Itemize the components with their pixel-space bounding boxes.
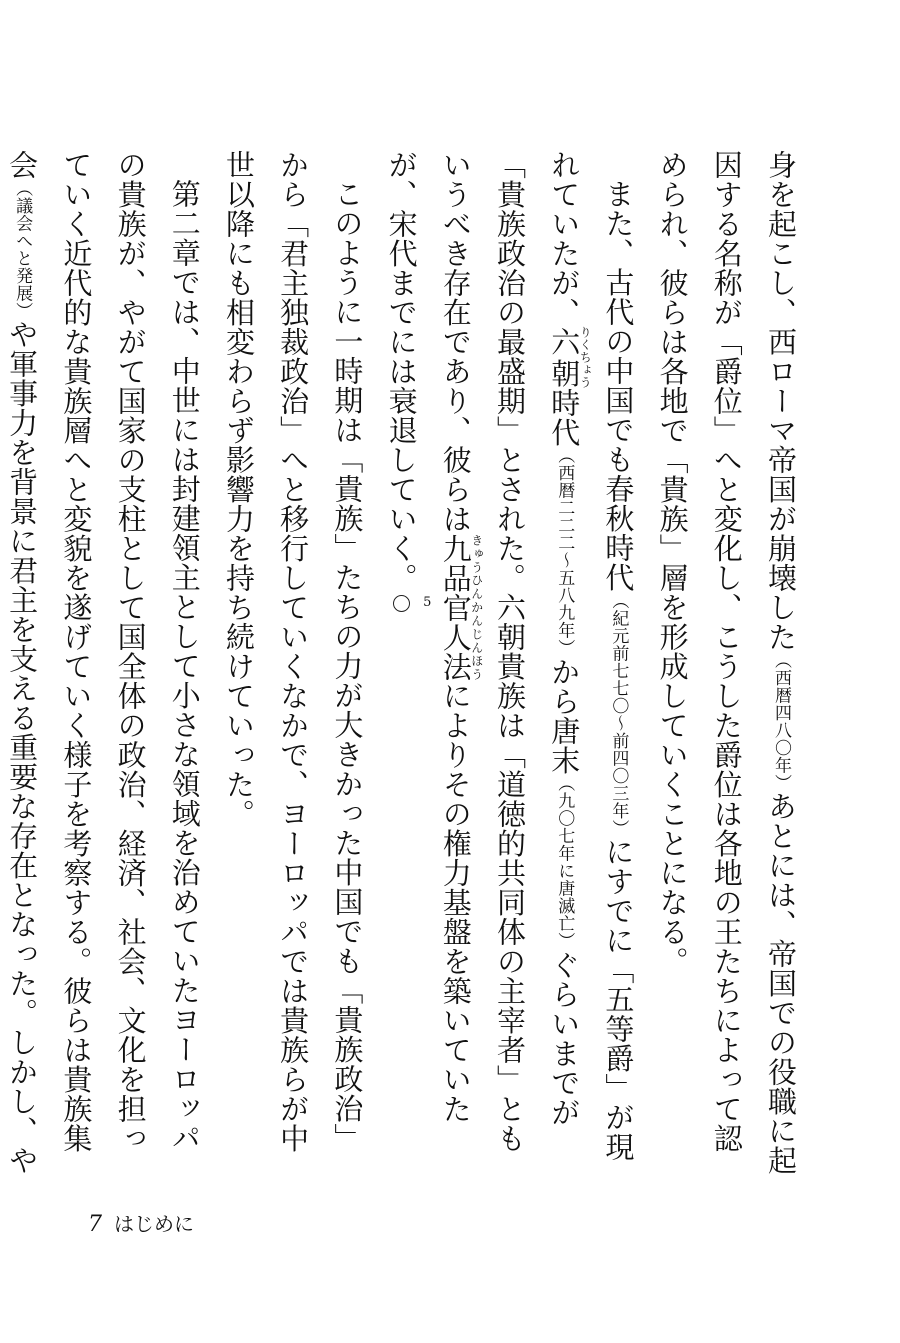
- parenthetical-note: （議会へと発展）: [12, 179, 33, 320]
- body-text: [5, 150, 808, 1175]
- page-footer: [88, 1208, 194, 1237]
- text-run: ぐらいまでが「貴族政治の最盛期」とされた。六朝貴族は「道徳的共同体の主宰者」ともいうべき存在であり、彼らは: [438, 150, 582, 1153]
- text-run: また、古代の中国でも春秋時代: [601, 179, 636, 592]
- paragraph: [0, 150, 212, 1175]
- paragraph: [645, 150, 808, 1175]
- text-run: から唐末: [547, 656, 582, 775]
- text-run: や軍事力を背景に君主を支える重要な存在となった。しかし、や: [5, 319, 40, 1175]
- ruby-reading: きゅうひんかんじんほう: [469, 533, 484, 681]
- ruby-base: 六朝: [547, 326, 582, 389]
- page-number: 7: [88, 1212, 102, 1237]
- ruby-term: [438, 533, 484, 682]
- footnote-marker: 5: [393, 595, 410, 612]
- ruby-base: 九品官人法: [438, 533, 473, 681]
- paragraph: [374, 150, 645, 1175]
- text-run: によりその権力基盤を築いていたが、宋代までには衰退していく。: [384, 150, 473, 1124]
- text-run: 時代: [547, 387, 582, 447]
- parenthetical-note: （紀元前七七〇〜前四〇三年）: [608, 592, 629, 837]
- parenthetical-note: （九〇七年に唐滅亡）: [554, 774, 575, 950]
- ruby-term: [547, 326, 593, 389]
- text-run: あとには、帝国での役職に起因する名称が「爵位」へと変化し、こうした爵位は各地の王たちによって認められ、彼らは各地で「貴族」層を形成していくことになる。: [655, 150, 798, 1175]
- text-run: にすでに「五等爵」が現れていたが、: [547, 150, 636, 1162]
- text-run: このように一時期は「貴族」たちの力が大きかった中国でも「貴族政治」から「君主独裁政治」へと移行していくなかで、ヨーロッパでは貴族らが中世以降にも相変わらず影響力を持ち続けていった。: [221, 150, 365, 1153]
- text-run: 身を起こし、西ローマ帝国が崩壊した: [764, 150, 798, 652]
- ruby-reading: りくちょう: [578, 326, 593, 389]
- running-head-section: はじめに: [114, 1212, 194, 1236]
- text-run: 第二章では、中世には封建領主として小さな領域を治めていたヨーロッパの貴族が、やがて国家の支柱として国全体の政治、経済、社会、文化を担っていく近代的な貴族層へと変貌を遂げていく様子を考察する。彼らは貴族集会: [5, 150, 202, 1153]
- parenthetical-note: （西暦二二二〜五八九年）: [554, 446, 575, 657]
- parenthetical-note: （西暦四八〇年）: [771, 651, 791, 792]
- paragraph: [212, 150, 375, 1175]
